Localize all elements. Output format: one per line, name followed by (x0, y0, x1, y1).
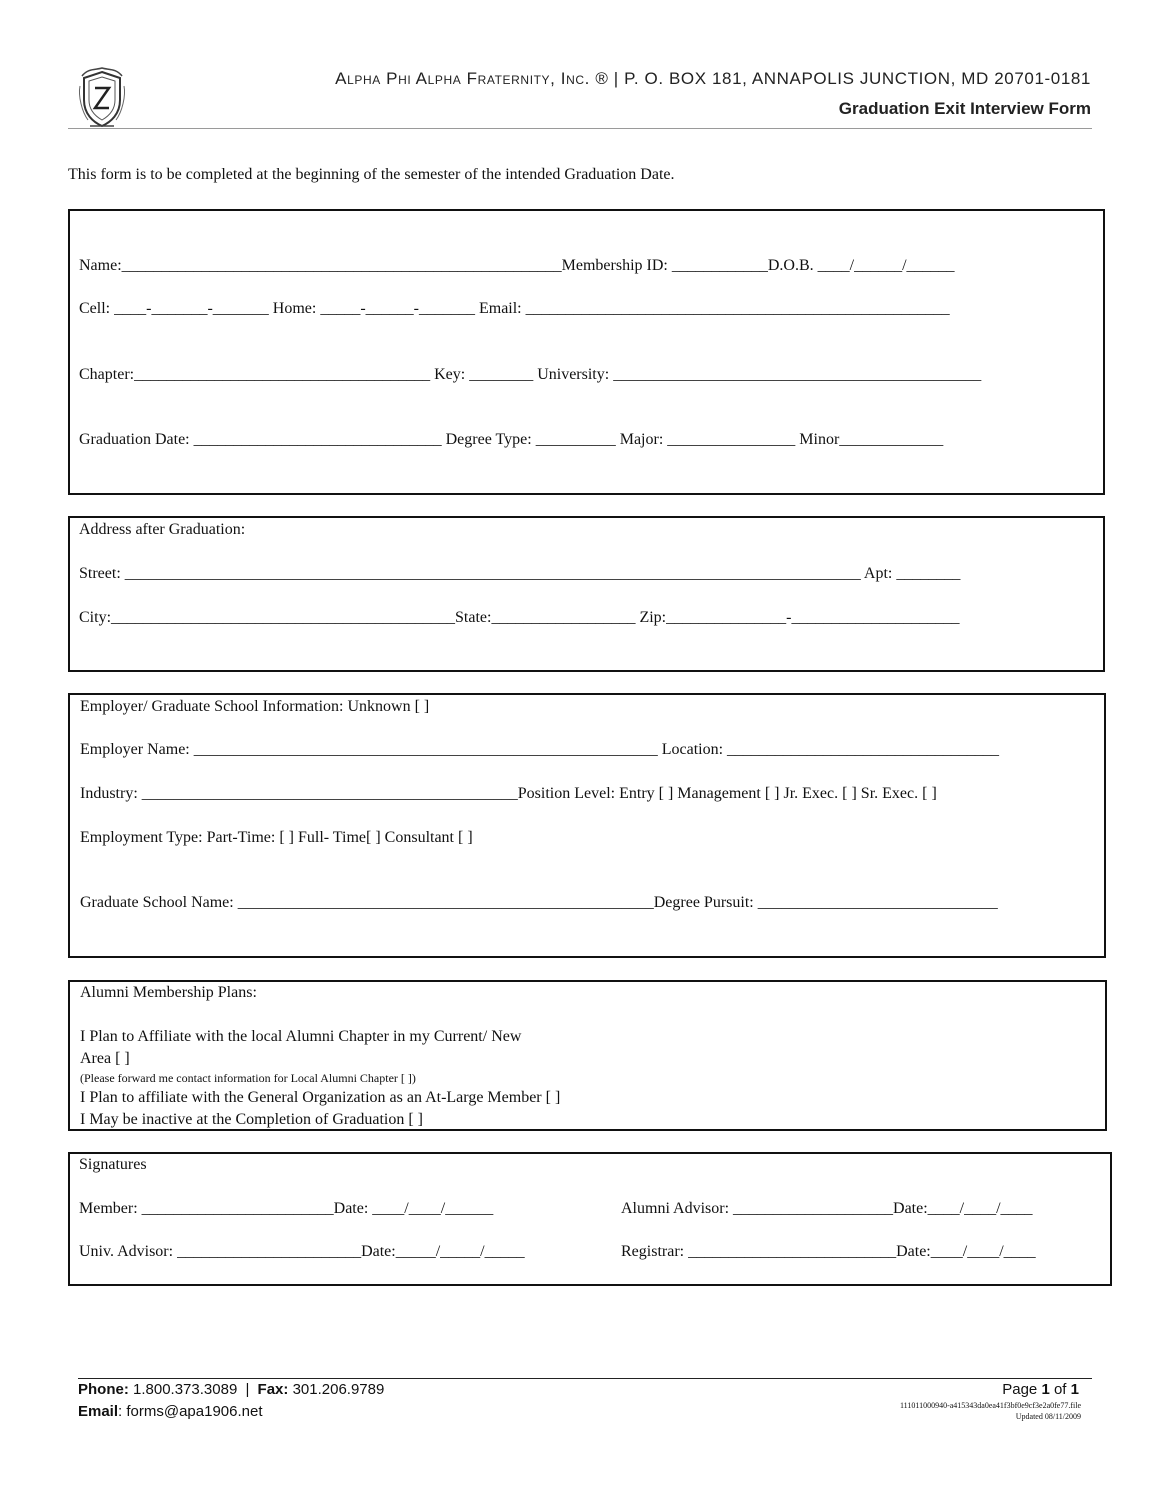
updated-date: Updated 08/11/2009 (1015, 1412, 1081, 1421)
alumni-plan-inactive[interactable]: I May be inactive at the Completion of Graduation [ ] (80, 1111, 424, 1128)
univ-advisor-signature-row[interactable]: Univ. Advisor: _______________________Date:_____/_____/_____ (79, 1243, 525, 1260)
fraternity-crest-logo (78, 66, 126, 130)
intro-text: This form is to be completed at the beginning of the semester of the intended Graduation Date. (68, 166, 675, 183)
fax-label: Fax: (257, 1381, 289, 1398)
signatures-heading: Signatures (79, 1156, 147, 1173)
member-signature-row[interactable]: Member: ________________________Date: ____/____/______ (79, 1200, 494, 1217)
personal-info-box (68, 209, 1105, 495)
name-membership-dob-row[interactable]: Name:_______________________________________________________Membership ID: ____________D.O.B. ____/______/______ (79, 257, 955, 274)
phone-label: Phone: (78, 1381, 129, 1398)
street-apt-row[interactable]: Street: ____________________________________________________________________________________________ Apt: ________ (79, 565, 961, 582)
email-label: Email (78, 1403, 119, 1420)
page-of: of (1053, 1381, 1067, 1398)
page-total: 1 (1070, 1381, 1079, 1398)
signatures-box (68, 1152, 1112, 1286)
employment-type-row[interactable]: Employment Type: Part-Time: [ ] Full- Time[ ] Consultant [ ] (80, 829, 473, 846)
file-id: 111011000940-a415343da0ea41f3bf0e9cf3e2a0fe77.file (899, 1401, 1081, 1410)
email-address: : forms@apa1906.net (118, 1403, 263, 1420)
fax-number: 301.206.9789 (292, 1381, 385, 1398)
address-box (68, 516, 1105, 672)
phone-email-row[interactable]: Cell: ____-_______-_______ Home: _____-______-_______ Email: _____________________________________________________ (79, 300, 950, 317)
graduation-degree-row[interactable]: Graduation Date: _______________________________ Degree Type: __________ Major: ________________ Minor_____________ (79, 431, 944, 448)
employer-location-row[interactable]: Employer Name: __________________________________________________________ Location: __________________________________ (80, 741, 1000, 758)
alumni-advisor-signature-row[interactable]: Alumni Advisor: ____________________Date:____/____/____ (621, 1200, 1033, 1217)
industry-position-row[interactable]: Industry: _______________________________________________Position Level: Entry [ ] Management [ ] Jr. Exec. [ ] Sr. Exec. [ ] (80, 785, 937, 802)
alumni-contact-note[interactable]: (Please forward me contact information for Local Alumni Chapter [ ]) (80, 1071, 416, 1085)
alumni-plan-local[interactable]: I Plan to Affiliate with the local Alumni Chapter in my Current/ New (80, 1028, 522, 1045)
chapter-key-university-row[interactable]: Chapter:_____________________________________ Key: ________ University: ______________________________________________ (79, 366, 982, 383)
footer-email (78, 1403, 263, 1420)
employer-box (68, 693, 1106, 958)
footer-divider (78, 1378, 1092, 1379)
form-title: Graduation Exit Interview Form (838, 99, 1091, 118)
footer-phone-fax (78, 1381, 384, 1398)
header-divider (68, 128, 1092, 129)
address-heading: Address after Graduation: (79, 521, 246, 538)
page-current: 1 (1041, 1381, 1050, 1398)
alumni-heading: Alumni Membership Plans: (80, 984, 257, 1001)
page-prefix: Page (1002, 1381, 1038, 1398)
alumni-plan-at-large[interactable]: I Plan to affiliate with the General Organization as an At-Large Member [ ] (80, 1089, 561, 1106)
alumni-plan-local-area[interactable]: Area [ ] (80, 1050, 130, 1067)
graduate-school-row[interactable]: Graduate School Name: ____________________________________________________Degree Pursuit: ______________________________ (80, 894, 998, 911)
phone-number: 1.800.373.3089 (133, 1381, 238, 1398)
city-state-zip-row[interactable]: City:___________________________________________State:__________________ Zip:_______________-_____________________ (79, 609, 960, 626)
page-number (1002, 1381, 1079, 1398)
organization-address: Alpha Phi Alpha Fraternity, Inc. ® | P. O. BOX 181, ANNAPOLIS JUNCTION, MD 20701-0181 (335, 69, 1091, 88)
alumni-plans-box (68, 980, 1107, 1131)
footer-separator: | (245, 1381, 250, 1398)
registrar-signature-row[interactable]: Registrar: __________________________Date:____/____/____ (621, 1243, 1036, 1260)
employer-heading: Employer/ Graduate School Information: Unknown [ ] (80, 698, 430, 715)
